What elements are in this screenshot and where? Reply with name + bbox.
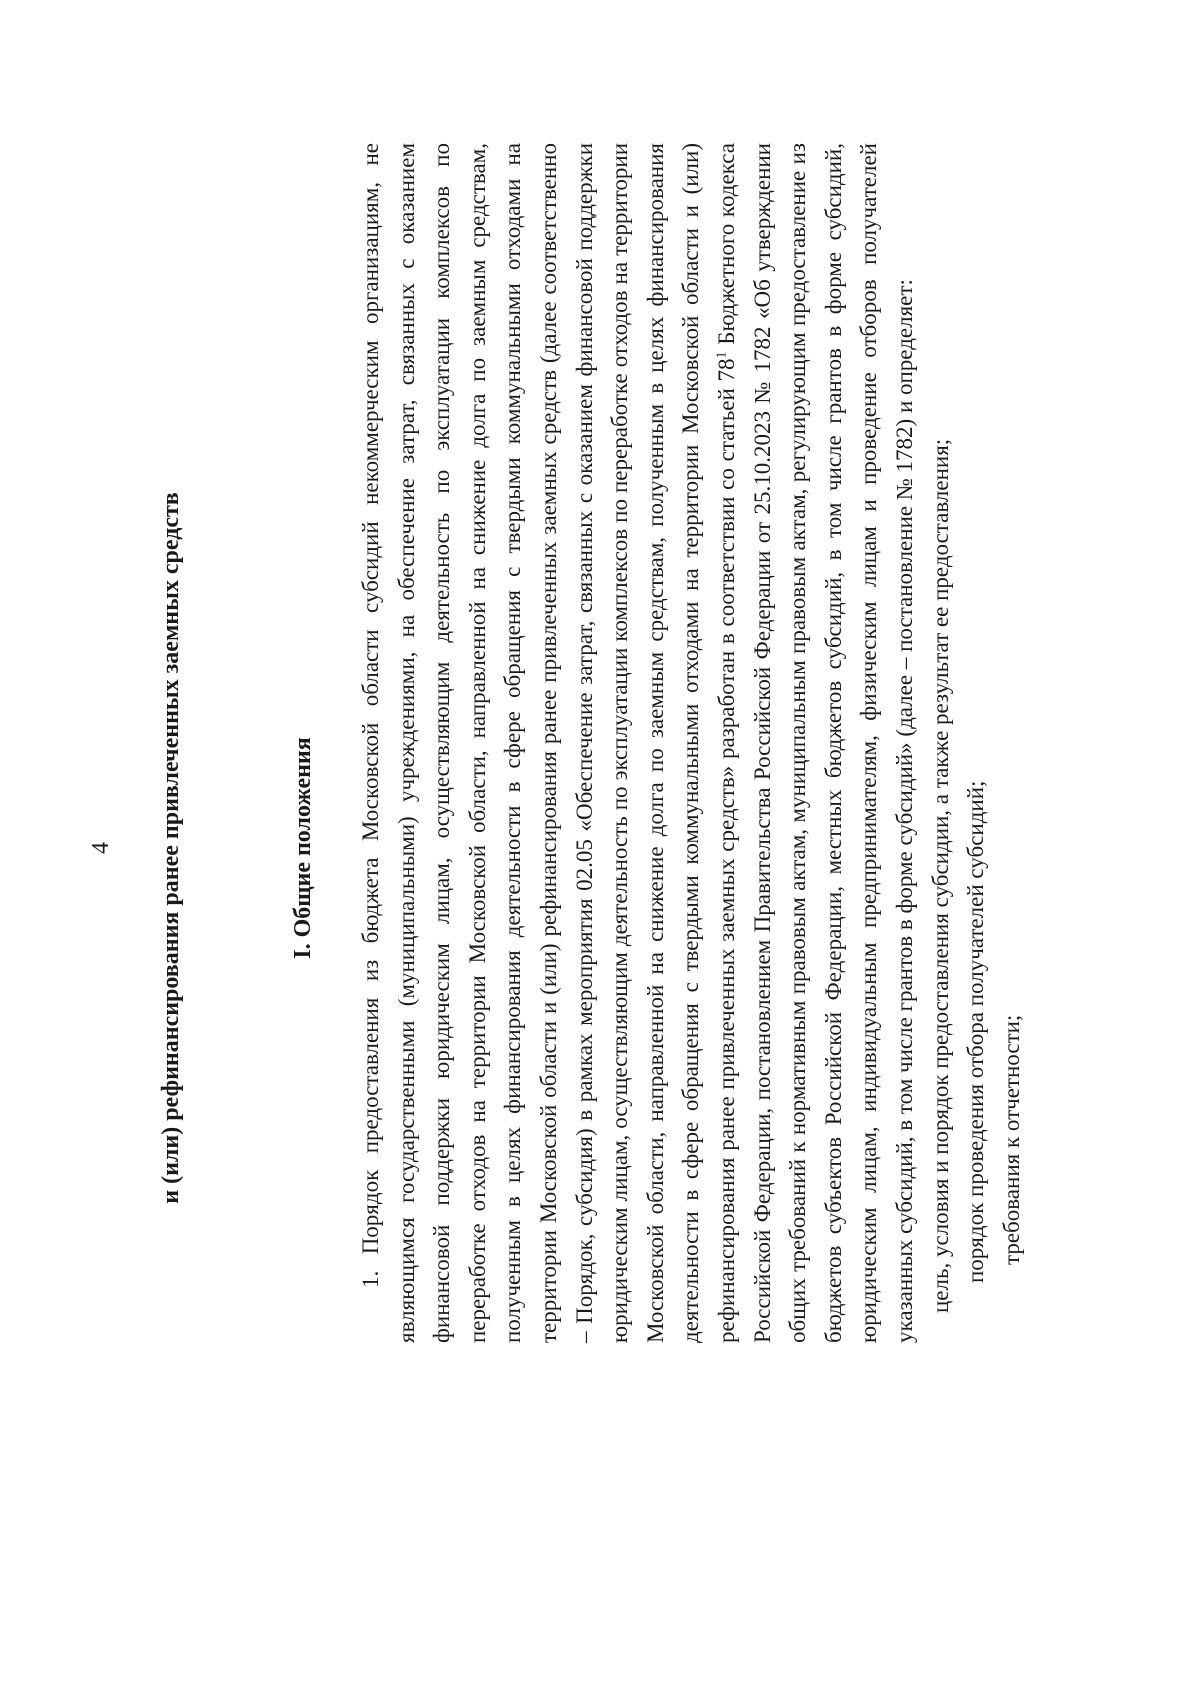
superscript: 1 [714, 351, 730, 359]
paragraph-1 [353, 143, 923, 1343]
paragraph-1-text-b: Бюджетного кодекса Российской Федерации, постановлением Правительства Российской Федерации от 25.10.2023 № 1782 «Об утверждении общих требований к нормативным правовым актам, муниципальным правовым актам, регулирующим предоставление из бюджетов субъектов Российской Федерации, местных бюджетов субсидий, в том числе грантов в форме субсидий, юридическим лицам, индивидуальным предпринимателям, физическим лицам и проведение отборов получателей указанных субсидий, в том числе грантов в форме субсидий» (далее – постановление № 1782) и определяет: [713, 143, 917, 1343]
list-item: цель, условия и порядок предоставления субсидии, а также результат ее предоставления; [927, 438, 953, 1313]
paragraph-1-text-a: 1. Порядок предоставления из бюджета Московской области субсидий некоммерческим организациям, не являющимся государственными (муниципальными) учреждениями, на обеспечение затрат, связанных с оказанием финансовой поддержки юридическим лицам, осуществляющим деятельность по эксплуатации комплексов по переработке отходов на территории Московской области, направленной на снижение долга по заемным средствам, полученным в целях финансирования деятельности в сфере обращения с твердыми коммунальными отходами на территории Московской области и (или) рефинансирования ранее привлеченных заемных средств (далее соответственно – Порядок, субсидия) в рамках мероприятия 02.05 «Обеспечение затрат, связанных с оказанием финансовой поддержки юридическим лицам, осуществляющим деятельность по эксплуатации комплексов по переработке отходов на территории Московской области, направленной на снижение долга по заемным средствам, полученным в целях финансирования деятельности в сфере обращения с твердыми коммунальными отходами на территории Московской области и (или) рефинансирования ранее привлеченных заемных средств» разработан в соответствии со статьей 78 [358, 143, 739, 1343]
page-number: 4 [88, 842, 114, 854]
document-body [353, 143, 1029, 1343]
document-subtitle: и (или) рефинансирования ранее привлеченных заемных средств [158, 492, 184, 1204]
rotated-page [88, 98, 1100, 1598]
list-item: требования к отчетности; [998, 1014, 1024, 1265]
list-item: порядок проведения отбора получателей субсидий; [963, 780, 989, 1283]
section-heading: I. Общие положения [290, 737, 316, 959]
